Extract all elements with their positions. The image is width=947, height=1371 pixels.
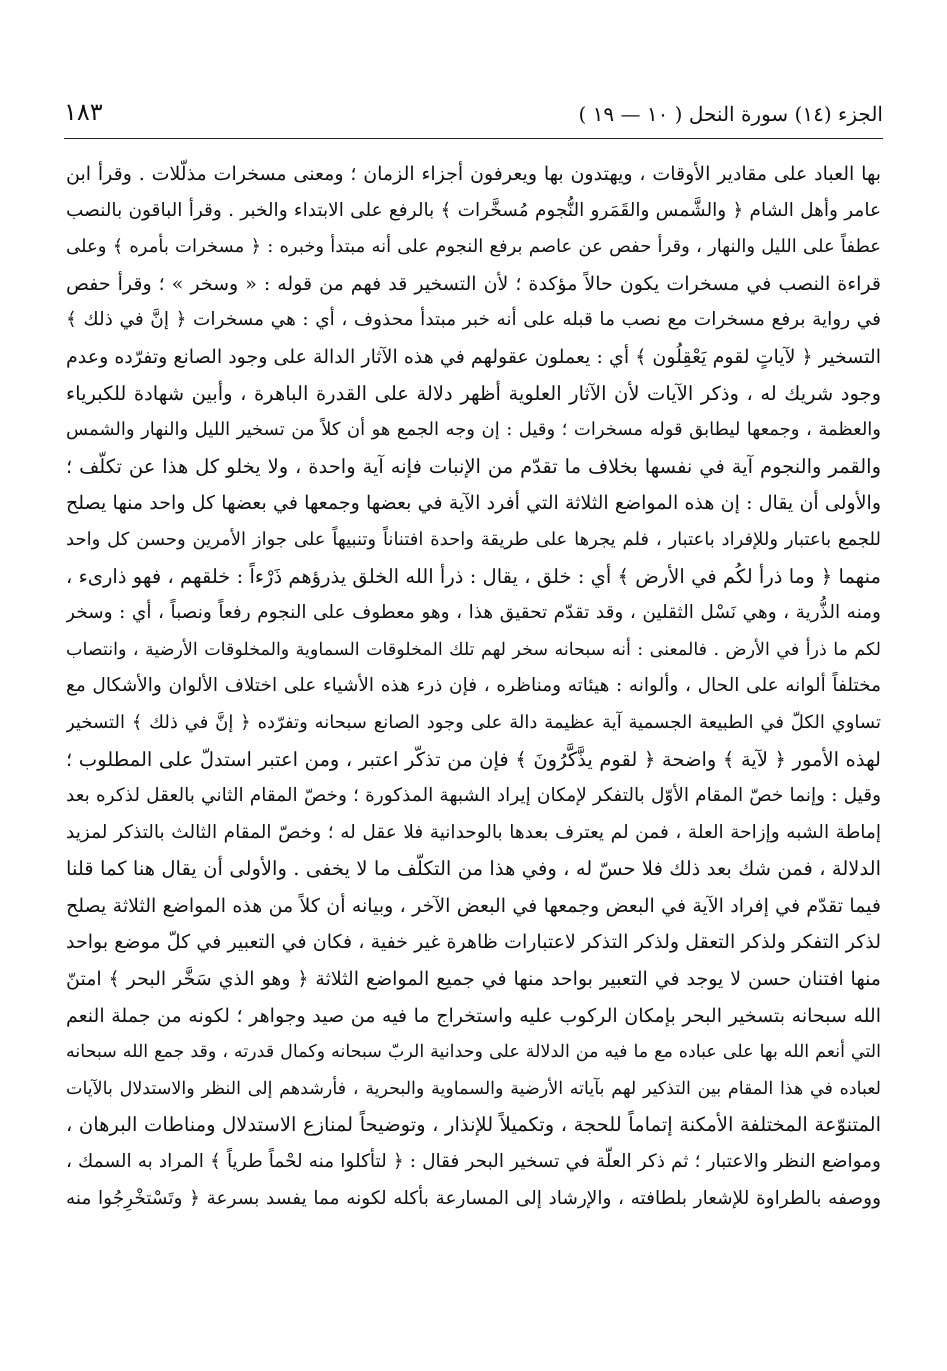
header-divider xyxy=(64,138,883,139)
text-line: ووصفه بالطراوة للإشعار بلطافته ، والإرشاد إلى المسارعة بأكله لكونه مما يفسد بسرعة ﴿ وتَسْتخْرِجُوا منه xyxy=(66,1187,881,1209)
text-line: لذكر التفكر ولذكر التعقل ولذكر التذكر لاعتبارات ظاهرة غير خفية ، فكان في التعبير في كلّ موضع بواحد xyxy=(66,931,881,954)
text-line: وقيل : وإنما خصّ المقام الأوّل بالتفكر لإمكان إيراد الشبهة المذكورة ؛ وخصّ المقام الثاني بالعقل لذكره بعد xyxy=(66,785,881,807)
text-line: للجمع باعتبار وللإفراد باعتبار ، فلم يجرها على طريقة واحدة افتناناً وتنبيهاً على جواز الأمرين وحسن كل واحد xyxy=(66,528,881,550)
text-line: بها العباد على مقادير الأوقات ، ويهتدون بها ويعرفون أجزاء الزمان ؛ ومعنى مسخرات مذلّلات . وقرأ ابن xyxy=(66,163,881,185)
text-line: التي أنعم الله بها على عباده مع ما فيه من الدلالة على وحدانية الربّ سبحانه وكمال قدرته ، وقد جمع الله سبحانه xyxy=(66,1042,881,1063)
text-line: المتنوّعة المختلفة الأمكنة إتماماً للحجة ، وتكميلاً للإنذار ، وتوضيحاً لمنازع الاستدلال ومناطات البرهان ، xyxy=(66,1113,881,1137)
text-line: مختلفاً ألوانه على الحال ، وألوانه : هيئاته ومناظره ، فإن ذرء هذه الأشياء على اختلاف الألوان والأشكال مع xyxy=(66,675,881,697)
text-line: تساوي الكلّ في الطبيعة الجسمية آية عظيمة دالة على وجود الصانع سبحانه وتفرّده ﴿ إنَّ في ذلك ﴾ التسخير xyxy=(66,711,881,733)
text-line: منها افتنان حسن لا يوجد في التعبير بواحد منها في جميع المواضع الثلاثة ﴿ وهو الذي سَخَّر البحر ﴾ امتنّ xyxy=(66,968,881,991)
text-line: الدلالة ، فمن شك بعد ذلك فلا حسّ له ، وفي هذا من التكلّف ما لا يخفى . والأولى أن يقال هنا كما قلنا xyxy=(66,857,881,881)
tafsir-text-block xyxy=(66,156,881,1217)
text-line: لعباده في هذا المقام بين التذكير لهم بآياته الأرضية والسماوية والبحرية ، فأرشدهم إلى النظر والاستدلال بالآيات xyxy=(66,1078,881,1099)
text-line: والأولى أن يقال : إن هذه المواضع الثلاثة التي أفرد الآية في بعضها وجمعها في بعضها كل واحد منها يصلح xyxy=(66,492,881,515)
page-header xyxy=(64,96,883,136)
text-line: عطفاً على الليل والنهار ، وقرأ حفص عن عاصم برفع النجوم على أنه مبتدأ وخبره : ﴿ مسخرات بأمره ﴾ وعلى xyxy=(66,236,881,258)
text-line: ومنه الذُّرية ، وهي نَسْل الثقلين ، وقد تقدّم تحقيق هذا ، وهو معطوف على النجوم رفعاً ونصباً ، أي : وسخر xyxy=(66,602,881,624)
page-number: ١٨٣ xyxy=(64,98,103,126)
text-line: عامر وأهل الشام ﴿ والشَّمس والقَمَرو النُّجوم مُسخَّرات ﴾ بالرفع على الابتداء والخبر . وقرأ الباقون بالنصب xyxy=(66,199,881,221)
text-line: لكم ما ذرأ في الأرض . فالمعنى : أنه سبحانه سخر لهم تلك المخلوقات السماوية والمخلوقات الأرضية ، وانتصاب xyxy=(66,639,881,660)
text-line: فيما تقدّم في إفراد الآية في البعض وجمعها في البعض الآخر ، وبيانه أن كلاً من هذه المواضع الثلاثة يصلح xyxy=(66,894,881,917)
text-line: إماطة الشبه وإزاحة العلة ، فمن لم يعترف بعدها بالوحدانية فلا عقل له ؛ وخصّ المقام الثالث بالتذكر لمزيد xyxy=(66,821,881,843)
running-title: الجزء (١٤) سورة النحل ( ١٠ — ١٩ ) xyxy=(578,102,883,126)
text-line: قراءة النصب في مسخرات يكون حالاً مؤكدة ؛ لأن التسخير قد فهم من قوله : « وسخر » ؛ وقرأ حفص xyxy=(66,272,881,295)
text-line: في رواية برفع مسخرات مع نصب ما قبله على أنه خبر مبتدأ محذوف ، أي : هي مسخرات ﴿ إنَّ في ذلك ﴾ xyxy=(66,309,881,331)
text-line: والقمر والنجوم آية في نفسها بخلاف ما تقدّم من الإنبات فإنه آية واحدة ، ولا يخلو كل هذا عن تكلّف ؛ xyxy=(66,454,881,478)
text-line: وجود شريك له ، وذكر الآيات لأن الآثار العلوية أظهر دلالة على القدرة الباهرة ، وأبين شهادة للكبرياء xyxy=(66,381,881,405)
text-line: لهذه الأمور ﴿ لآية ﴾ واضحة ﴿ لقوم يذَّكَّرُونَ ﴾ فإن من تذكّر اعتبر ، ومن اعتبر استدلّ على المطلوب ؛ xyxy=(66,747,881,771)
text-line: الله سبحانه بتسخير البحر بإمكان الركوب عليه واستخراج ما فيه من صيد وجواهر ؛ لكونه من جملة النعم xyxy=(66,1004,881,1027)
text-line: ومواضع النظر والاعتبار ؛ ثم ذكر العلّة في تسخير البحر فقال : ﴿ لتأكلوا منه لحْماً طرياً ﴾ المراد به السمك ، xyxy=(66,1151,881,1173)
text-line: التسخير ﴿ لآياتٍ لقوم يَعْقِلُون ﴾ أي : يعملون عقولهم في هذه الآثار الدالة على وجود الصانع وتفرّده وعدم xyxy=(66,345,881,368)
text-line: والعظمة ، وجمعها ليطابق قوله مسخرات ؛ وقيل : إن وجه الجمع هو أن كلاً من تسخير الليل والنهار والشمس xyxy=(66,419,881,441)
text-line: منهما ﴿ وما ذرأ لكُم في الأرض ﴾ أي : خلق ، يقال : ذرأ الله الخلق يذرؤهم ذَرْءاً : خلقهم ، فهو ذارىء ، xyxy=(66,564,881,588)
